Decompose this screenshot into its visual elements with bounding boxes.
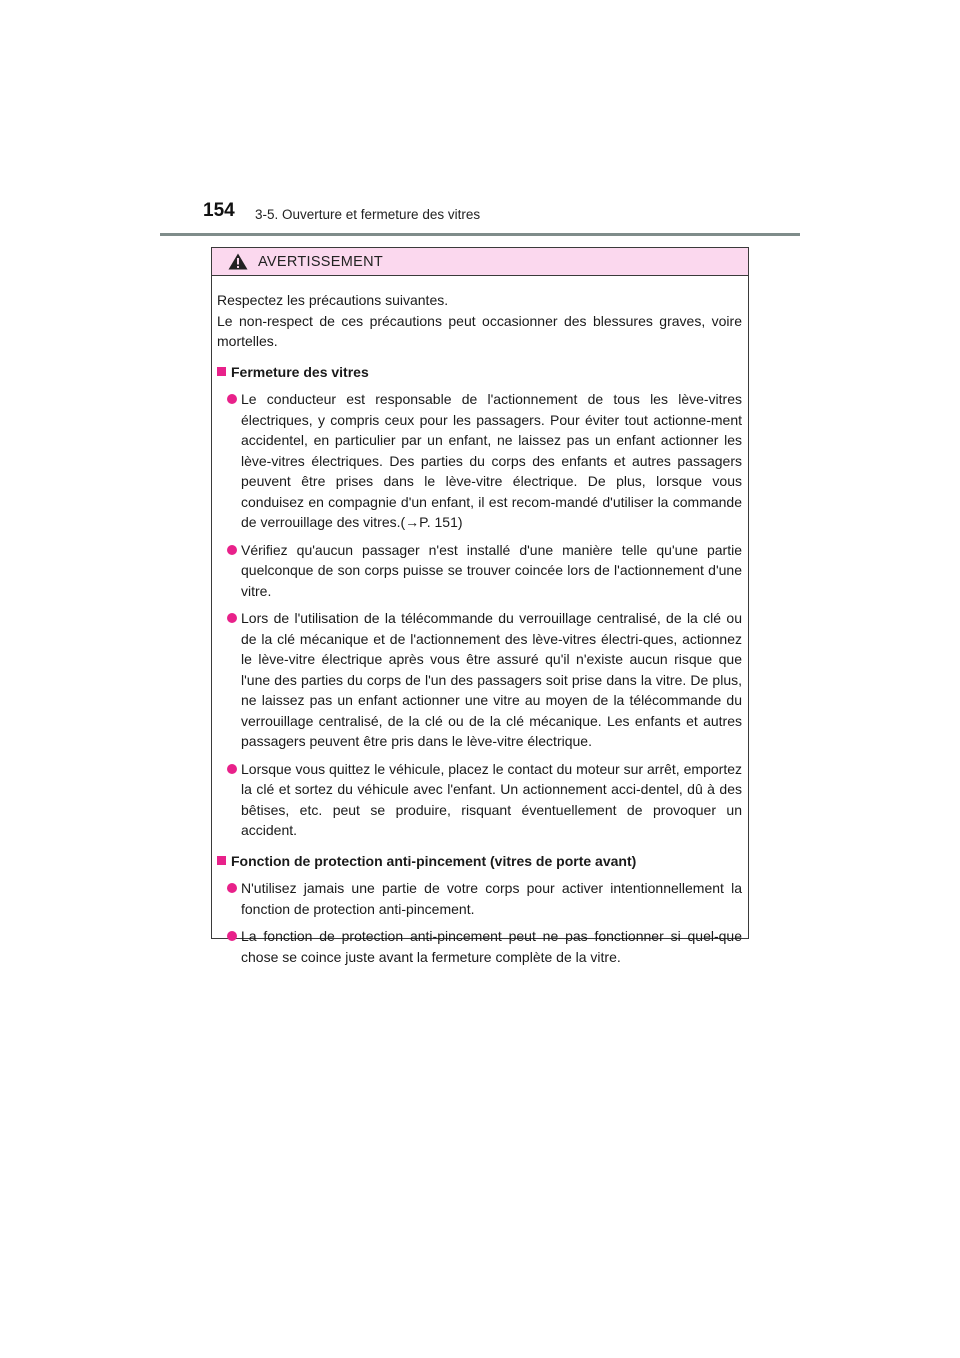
square-bullet-icon xyxy=(217,856,226,865)
page-number: 154 xyxy=(203,200,235,221)
circle-bullet-icon xyxy=(227,764,237,774)
warning-body xyxy=(212,276,748,967)
header-rule xyxy=(160,233,800,236)
warning-box xyxy=(211,247,749,965)
list-item-text: Vérifiez qu'aucun passager n'est installé d'une manière telle qu'une partie quelconque de son corps puisse se trouver coincée lors de l'actionnement d'une vitre. xyxy=(241,541,742,599)
circle-bullet-icon xyxy=(227,931,237,941)
section-heading xyxy=(217,851,742,872)
list-item-text: Le conducteur est responsable de l'actionnement de tous les lève-vitres électriques, y compris ceux pour les passagers. Pour éviter tout actionne-ment accidentel, en particulier par un enfant, ne laissez pas un enfant actionner les lève-vitres électriques. Des parties du corps des enfants et autres passagers peuvent être prises dans le lève-vitre électrique. De plus, lorsque vous conduisez en compagnie d'un enfant, il est recom-mandé d'utiliser la commande de verrouillage des vitres.(→P. 151) xyxy=(241,391,742,530)
circle-bullet-icon xyxy=(227,545,237,555)
section-heading xyxy=(217,362,742,383)
list-item xyxy=(217,759,742,841)
warning-triangle-icon xyxy=(228,253,248,270)
list-item xyxy=(217,389,742,533)
intro-line: Le non-respect de ces précautions peut occasionner des blessures graves, voire mortelles. xyxy=(217,312,742,349)
intro-line: Respectez les précautions suivantes. xyxy=(217,292,449,308)
list-item xyxy=(217,878,742,919)
warning-header xyxy=(212,248,748,276)
list-item-text: N'utilisez jamais une partie de votre corps pour activer intentionnellement la fonction de protection anti-pincement. xyxy=(241,880,742,917)
warning-title: AVERTISSEMENT xyxy=(258,253,384,270)
section-heading-text: Fonction de protection anti-pincement (vitres de porte avant) xyxy=(231,852,637,869)
list-item xyxy=(217,926,742,967)
section-window-closing xyxy=(217,362,742,841)
chapter-title: 3-5. Ouverture et fermeture des vitres xyxy=(255,207,481,222)
list-item-text: Lorsque vous quittez le véhicule, placez le contact du moteur sur arrêt, emportez la clé et sortez du véhicule avec l'enfant. Un actionnement acci-dentel, dû à des bêtises, etc. peut se produire, risquant éventuellement de provoquer un accident. xyxy=(241,760,742,838)
list-item-text: La fonction de protection anti-pincement peut ne pas fonctionner si quel-que chose se coince juste avant la fermeture complète de la vitre. xyxy=(241,928,742,965)
list-item xyxy=(217,540,742,602)
circle-bullet-icon xyxy=(227,613,237,623)
list-item-text: Lors de l'utilisation de la télécommande du verrouillage centralisé, de la clé ou de la clé mécanique et de l'actionnement des lève-vitres électri-ques, actionnez le lève-vitre électrique après vous être assuré qu'il n'existe aucun risque que l'une des parties du corps de l'un des passagers soit prise dans la vitre. De plus, ne laissez pas un enfant actionner une vitre au moyen de la télécommande du verrouillage centralisé, de la clé ou de la clé mécanique. Les enfants et autres passagers peuvent être pris dans le lève-vitre électrique. xyxy=(241,610,742,749)
circle-bullet-icon xyxy=(227,394,237,404)
section-heading-text: Fermeture des vitres xyxy=(231,363,369,380)
square-bullet-icon xyxy=(217,367,226,376)
section-jam-protection xyxy=(217,851,742,968)
circle-bullet-icon xyxy=(227,883,237,893)
warning-intro xyxy=(217,290,742,352)
list-item xyxy=(217,608,742,752)
